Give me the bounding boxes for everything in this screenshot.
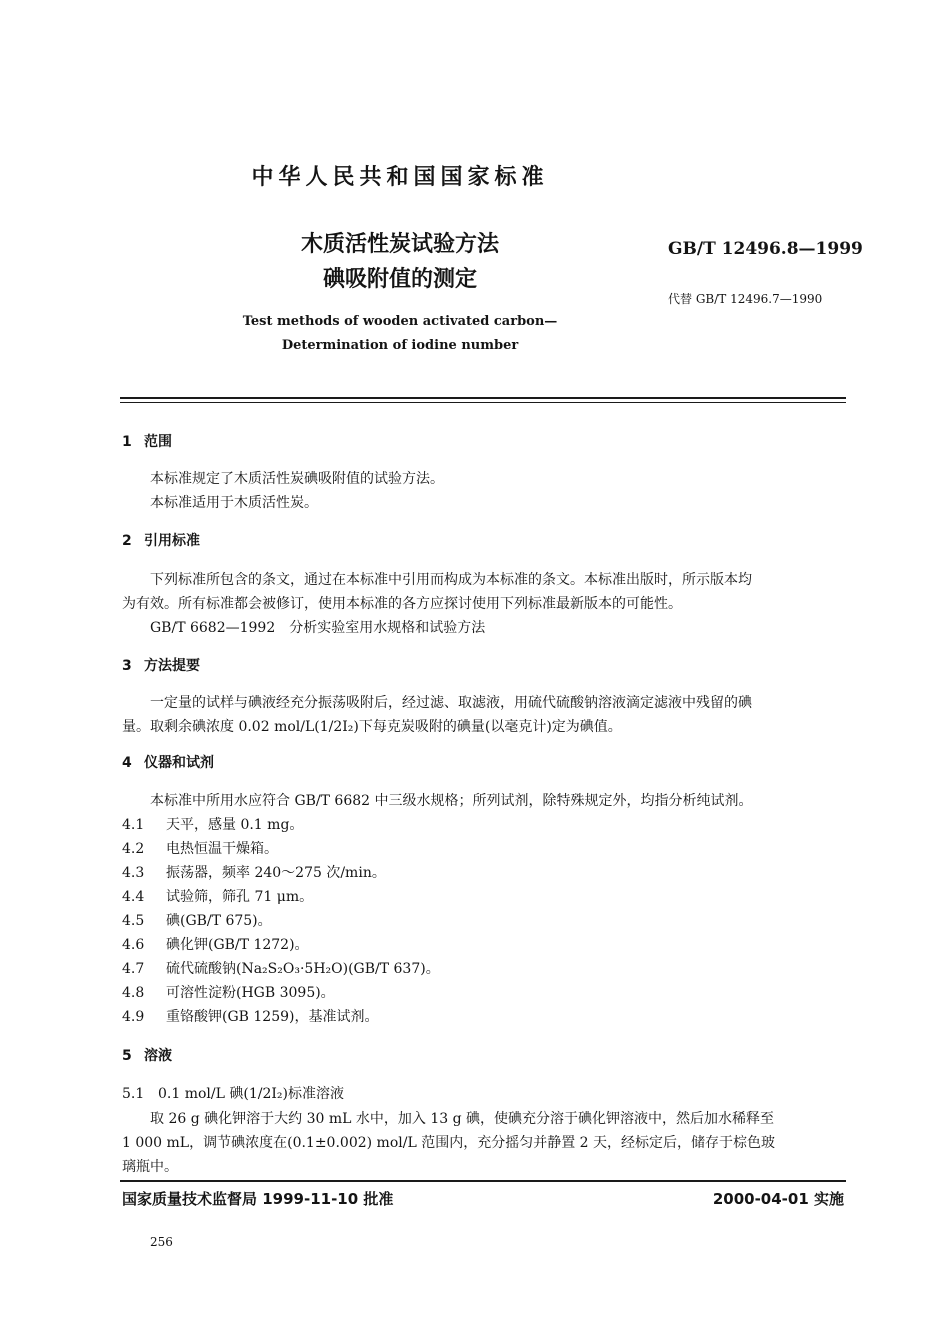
section-number: 2 — [122, 533, 132, 549]
standard-code: GB/T 12496.8—1999 — [668, 239, 863, 259]
list-item — [122, 934, 309, 954]
paragraph: 为有效。所有标准都会被修订，使用本标准的各方应探讨使用下列标准最新版本的可能性。 — [122, 596, 682, 612]
paragraph: 本标准中所用水应符合 GB/T 6682 中三级水规格；所列试剂，除特殊规定外，均指分析纯试剂。 — [150, 793, 753, 809]
section-title: 方法提要 — [144, 658, 200, 674]
paragraph: 璃瓶中。 — [122, 1159, 178, 1175]
english-title-line-2: Determination of iodine number — [281, 338, 519, 353]
section-title: 引用标准 — [144, 533, 200, 549]
section-5-heading — [122, 1045, 172, 1065]
item-text: 可溶性淀粉(HGB 3095)。 — [166, 985, 335, 1001]
item-text: 天平，感量 0.1 mg。 — [166, 817, 304, 833]
english-title-line-1: Test methods of wooden activated carbon— — [242, 314, 558, 329]
section-number: 3 — [122, 658, 132, 674]
page-number: 256 — [150, 1235, 173, 1249]
item-number: 4.7 — [122, 961, 145, 977]
item-number: 4.4 — [122, 889, 145, 905]
item-text: 碘化钾(GB/T 1272)。 — [166, 937, 309, 953]
item-number: 4.9 — [122, 1009, 145, 1025]
list-item — [122, 958, 440, 978]
top-rule-thin — [120, 402, 846, 403]
list-item — [122, 838, 278, 858]
paragraph: 本标准适用于木质活性炭。 — [150, 495, 318, 511]
effective-date: 2000-04-01 实施 — [712, 1190, 844, 1208]
item-text: 硫代硫酸钠(Na₂S₂O₃·5H₂O)(GB/T 637)。 — [166, 961, 440, 977]
top-rule-thick — [120, 397, 846, 399]
list-item — [122, 814, 303, 834]
item-text: 振荡器，频率 240～275 次/min。 — [166, 865, 386, 881]
item-number: 4.8 — [122, 985, 145, 1001]
section-3-heading — [122, 655, 200, 675]
section-number: 1 — [122, 434, 132, 450]
paragraph: 一定量的试样与碘液经充分振荡吸附后，经过滤、取滤液，用硫代硫酸钠溶液滴定滤液中残留的碘 — [150, 695, 752, 711]
item-text: 试验筛，筛孔 71 μm。 — [166, 889, 314, 905]
paragraph: 本标准规定了木质活性炭碘吸附值的试验方法。 — [150, 471, 444, 487]
section-title: 溶液 — [144, 1048, 172, 1064]
item-number: 4.3 — [122, 865, 145, 881]
paragraph: 量。取剩余碘浓度 0.02 mol/L(1/2I₂)下每克炭吸附的碘量(以毫克计)定为碘值。 — [122, 719, 622, 735]
item-text: 碘(GB/T 675)。 — [166, 913, 272, 929]
title-line-2: 碘吸附值的测定 — [322, 267, 477, 292]
replaces-note: 代替 GB/T 12496.7—1990 — [668, 292, 823, 306]
section-title: 范围 — [144, 434, 172, 450]
standard-org-heading: 中华人民共和国国家标准 — [251, 165, 549, 190]
paragraph: 下列标准所包含的条文，通过在本标准中引用而构成为本标准的条文。本标准出版时，所示版本均 — [150, 572, 752, 588]
section-4-heading — [122, 752, 214, 772]
list-item — [122, 910, 272, 930]
footer-rule — [120, 1180, 846, 1182]
list-item — [122, 1006, 378, 1026]
item-number: 4.6 — [122, 937, 145, 953]
subsection-title: 0.1 mol/L 碘(1/2I₂)标准溶液 — [158, 1086, 344, 1102]
section-number: 5 — [122, 1048, 132, 1064]
section-number: 4 — [122, 755, 132, 771]
subsection-heading — [122, 1083, 344, 1103]
item-number: 4.1 — [122, 817, 145, 833]
paragraph: 1 000 mL，调节碘浓度在(0.1±0.002) mol/L 范围内，充分摇匀并静置 2 天，经标定后，储存于棕色玻 — [122, 1135, 776, 1151]
section-2-heading — [122, 530, 200, 550]
list-item — [122, 886, 313, 906]
paragraph: 取 26 g 碘化钾溶于大约 30 mL 水中，加入 13 g 碘，使碘充分溶于碘化钾溶液中，然后加水稀释至 — [150, 1111, 774, 1127]
section-1-heading — [122, 431, 172, 451]
reference-item: GB/T 6682—1992 分析实验室用水规格和试验方法 — [150, 620, 486, 636]
title-line-1: 木质活性炭试验方法 — [300, 232, 499, 257]
item-number: 4.2 — [122, 841, 145, 857]
list-item — [122, 982, 335, 1002]
approval-date: 国家质量技术监督局 1999-11-10 批准 — [122, 1190, 394, 1208]
item-text: 电热恒温干燥箱。 — [166, 841, 278, 857]
list-item — [122, 862, 386, 882]
item-number: 4.5 — [122, 913, 145, 929]
section-title: 仪器和试剂 — [144, 755, 214, 771]
subsection-number: 5.1 — [122, 1086, 145, 1102]
item-text: 重铬酸钾(GB 1259)，基准试剂。 — [166, 1009, 379, 1025]
